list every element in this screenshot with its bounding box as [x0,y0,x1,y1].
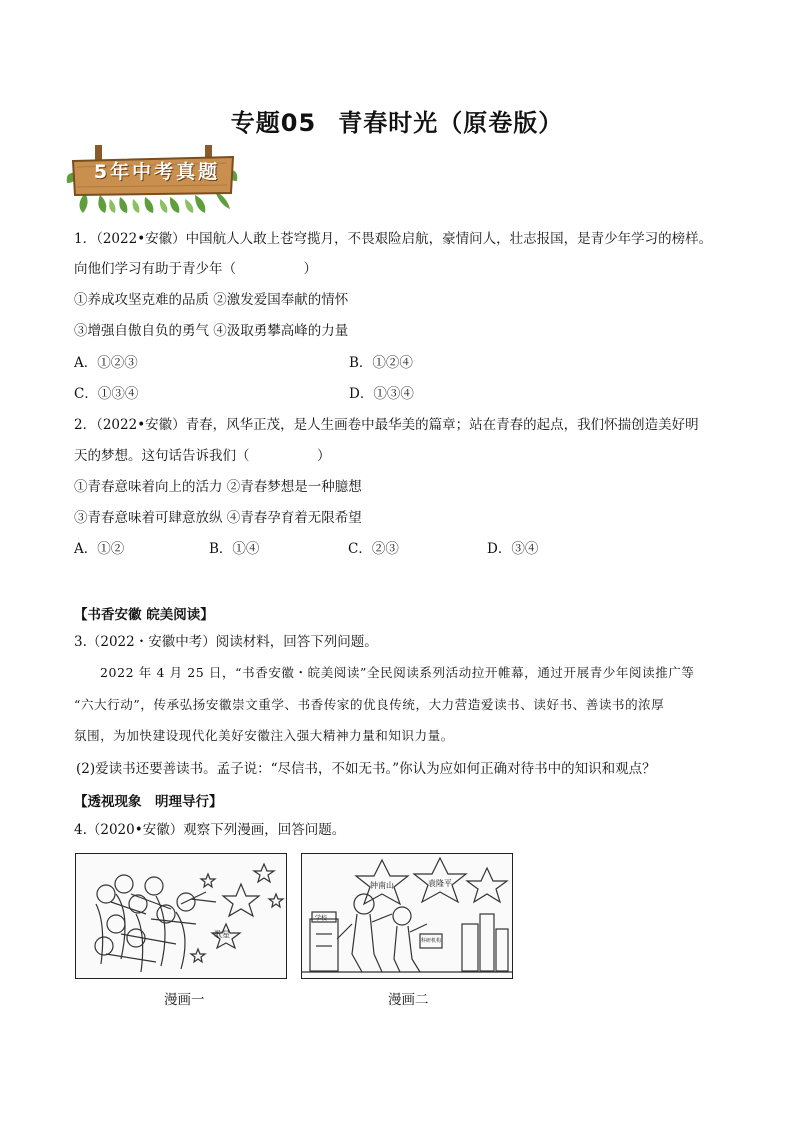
comic-two-sign1-label: 学校 [315,915,328,922]
q2-option-b[interactable]: B．①④ [209,541,260,557]
q2-option-c[interactable]: C．②③ [348,541,399,557]
q2-stem-line2: 天的梦想。这句话告诉我们（ ） [74,448,331,464]
comic-two-drawing [302,854,512,978]
q1-stem-line1: 1．（2022•安徽）中国航人人敢上苍穹揽月，不畏艰险启航，豪情问人，壮志报国，是青少年学习的榜样。 [74,231,713,247]
section-heading-phenomenon: 【透视现象 明理导行】 [74,794,223,810]
comic-two-star1-label: 钟南山 [370,881,394,890]
q2-statements-2: ③青春意味着可肆意放纵 ④青春孕育着无限希望 [74,510,362,526]
q2-option-d[interactable]: D．③④ [487,541,539,557]
page-title [0,103,794,138]
section-banner [65,143,240,215]
banner-text: 5年中考真题 [93,161,221,183]
title-part2: 青春时光（原卷版） [338,109,564,137]
q1-stem-line2: 向他们学习有助于青少年（ ） [74,261,317,277]
q1-option-b[interactable]: B．①②④ [349,355,413,371]
q4-stem: 4.（2020•安徽）观察下列漫画，回答问题。 [74,822,346,838]
q3-stem: 3.（2022・安徽中考）阅读材料，回答下列问题。 [74,634,378,650]
q3-material-line1: 2022 年 4 月 25 日，“书香安徽・皖美阅读”全民阅读系列活动拉开帷幕，通过开展青少年阅读推广等 [100,665,695,680]
q1-statements-1: ①养成攻坚克难的品质 ②激发爱国奉献的情怀 [74,292,349,308]
title-part1: 专题05 [230,109,317,137]
q3-sub-question: (2)爱读书还要善读书。孟子说：“尽信书，不如无书。”你认为应如何正确对待书中的知识和观点？ [76,761,656,777]
comic-two-caption: 漫画二 [388,992,429,1008]
comic-two-image [301,853,513,979]
q3-material-line3: 氛围，为加快建设现代化美好安徽注入强大精神力量和知识力量。 [74,728,454,743]
q1-statements-2: ③增强自傲自负的勇气 ④汲取勇攀高峰的力量 [74,323,349,339]
comic-one-star-label: 歌星 [214,930,230,939]
comic-two-sign2-label: 科研机构 [421,938,442,944]
section-heading-reading: 【书香安徽 皖美阅读】 [74,607,214,623]
q2-statements-1: ①青春意味着向上的活力 ②青春梦想是一种臆想 [74,479,362,495]
q3-material-line2: “六大行动”，传承弘扬安徽崇文重学、书香传家的优良传统，大力营造爱读书、读好书、善读书的浓厚 [74,697,665,712]
q1-option-c[interactable]: C．①③④ [74,386,139,402]
comic-two-star2-label: 袁隆平 [428,879,452,888]
q1-option-d[interactable]: D．①③④ [349,386,414,402]
comic-one-image [75,853,287,979]
comic-one-caption: 漫画一 [164,992,205,1008]
comic-one-drawing [76,854,286,978]
q2-option-a[interactable]: A．①② [74,541,125,557]
q2-stem-line1: 2．（2022•安徽）青春，风华正茂，是人生画卷中最华美的篇章；站在青春的起点，我们怀揣创造美好明 [74,417,699,433]
q1-option-a[interactable]: A．①②③ [74,355,138,371]
